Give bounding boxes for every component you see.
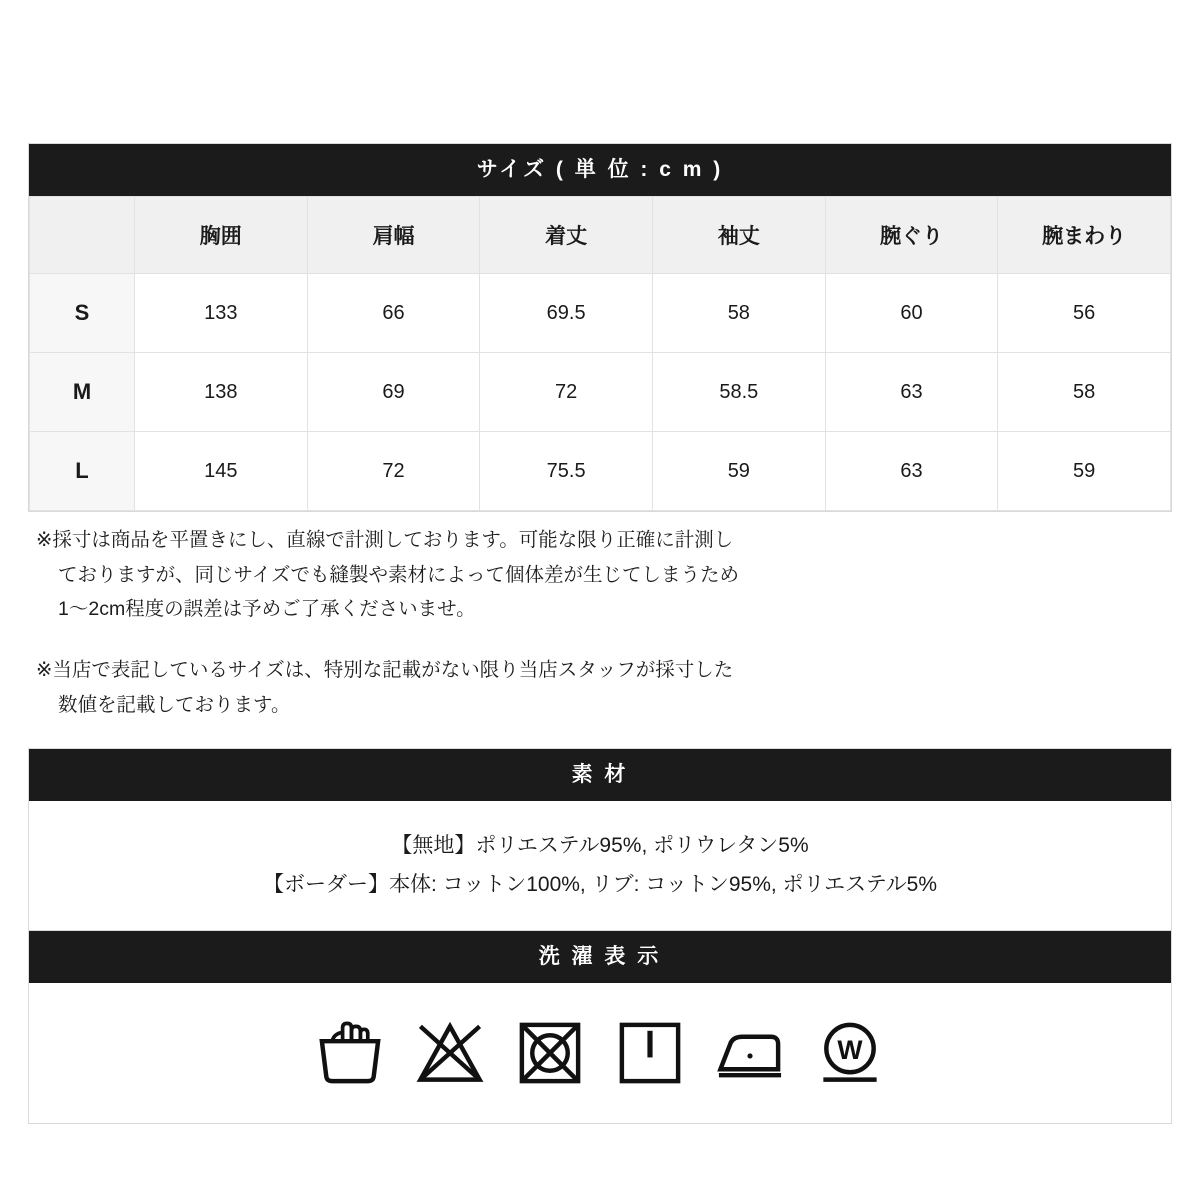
size-table-block (28, 143, 1172, 512)
cell-armwidth: 59 (998, 432, 1171, 511)
wash-icon-row (29, 983, 1171, 1123)
material-title: 素 材 (29, 749, 1171, 801)
cell-length: 69.5 (480, 274, 653, 353)
hand-wash-icon (313, 1016, 387, 1090)
wet-cleaning-icon (813, 1016, 887, 1090)
cell-bust: 133 (134, 274, 307, 353)
column-header-sleeve: 袖丈 (652, 197, 825, 274)
material-body (29, 801, 1171, 935)
column-header-bust: 胸囲 (134, 197, 307, 274)
wash-care-title: 洗 濯 表 示 (29, 931, 1171, 983)
table-row (30, 432, 1171, 511)
cell-length: 72 (480, 353, 653, 432)
material-line-plain: 【無地】ポリエステル95%, ポリウレタン5% (391, 834, 809, 857)
cell-bust: 145 (134, 432, 307, 511)
cell-sleeve: 59 (652, 432, 825, 511)
column-header-armwidth: 腕まわり (998, 197, 1171, 274)
material-line-border: 【ボーダー】本体: コットン100%, リブ: コットン95%, ポリエステル5% (262, 872, 938, 896)
column-header-shoulder: 肩幅 (307, 197, 480, 274)
note-staff-measured (36, 653, 1136, 722)
iron-low-icon (713, 1016, 787, 1090)
wash-care-block (28, 930, 1172, 1124)
no-bleach-icon (413, 1016, 487, 1090)
material-block (28, 748, 1172, 936)
note-line: 数値を記載しております。 (58, 693, 291, 716)
row-size-label: M (30, 353, 135, 432)
cell-sleeve: 58 (652, 274, 825, 353)
table-row (30, 274, 1171, 353)
note-line: 1〜2cm程度の誤差は予めご了承くださいませ。 (58, 598, 476, 621)
column-header-size (30, 197, 135, 274)
table-header-row (30, 197, 1171, 274)
cell-armwidth: 58 (998, 353, 1171, 432)
measurement-notes (36, 523, 1136, 749)
svg-text:W: W (837, 1034, 863, 1065)
cell-length: 75.5 (480, 432, 653, 511)
cell-armwidth: 56 (998, 274, 1171, 353)
cell-armhole: 63 (825, 432, 998, 511)
size-table-title: サイズ ( 単 位 : c m ) (29, 144, 1171, 196)
column-header-length: 着丈 (480, 197, 653, 274)
table-row (30, 353, 1171, 432)
cell-sleeve: 58.5 (652, 353, 825, 432)
column-header-armhole: 腕ぐり (825, 197, 998, 274)
cell-armhole: 63 (825, 353, 998, 432)
size-table (29, 196, 1171, 511)
line-dry-icon (613, 1016, 687, 1090)
row-size-label: S (30, 274, 135, 353)
no-tumble-dry-icon (513, 1016, 587, 1090)
note-measurement (36, 523, 1136, 627)
cell-armhole: 60 (825, 274, 998, 353)
note-line: ※採寸は商品を平置きにし、直線で計測しております。可能な限り正確に計測し (36, 529, 734, 551)
note-line: ておりますが、同じサイズでも縫製や素材によって個体差が生じてしまうため (58, 563, 739, 586)
cell-shoulder: 69 (307, 353, 480, 432)
cell-shoulder: 72 (307, 432, 480, 511)
cell-bust: 138 (134, 353, 307, 432)
note-line: ※当店で表記しているサイズは、特別な記載がない限り当店スタッフが採寸した (36, 659, 734, 682)
cell-shoulder: 66 (307, 274, 480, 353)
row-size-label: L (30, 432, 135, 511)
